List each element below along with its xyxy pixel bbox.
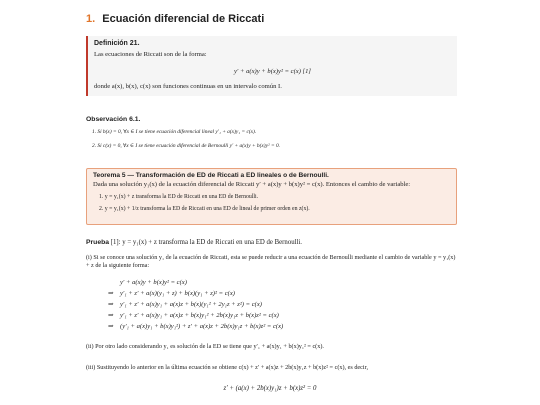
theorem-intro: Dada una solución y₁(x) de la ecuación diferencial de Riccati y′ + a(x)y + b(x)y² = c(x). Entonces el cambio de variable:	[93, 180, 411, 188]
derivation-step: ⇒ y′₁ + z′ + a(x)y₁ + a(x)z + b(x)y₁² + 2b(x)y₁z + b(x)z² = c(x)	[108, 312, 279, 319]
theorem-item-2: 2. y = y₁(x) + 1/z transforma la ED de Riccati en una ED de lineal de primer orden en z(x).	[99, 205, 310, 212]
theorem-item-1: 1. y = y₁(x) + z transforma la ED de Riccati en una ED de Bernoulli.	[99, 193, 259, 200]
implies-arrow: ⇒	[108, 290, 114, 297]
implies-arrow: ⇒	[108, 301, 114, 308]
implies-arrow: ⇒	[108, 323, 114, 330]
observation-list	[92, 129, 452, 158]
proof-heading	[86, 238, 302, 247]
definition-heading: Definición 21.	[94, 40, 140, 47]
definition-footer: donde a(x), b(x), c(x) son funciones continuas en un intervalo común I.	[94, 83, 282, 91]
derivation-step: ⇒ y′₁ + z′ + a(x)y₁ + a(x)z + b(x)(y₁² + 2y₁z + z²) = c(x)	[108, 301, 262, 308]
definition-intro: Las ecuaciones de Riccati son de la forma:	[94, 51, 207, 59]
theorem-box	[86, 168, 457, 225]
proof-heading-text: [1]: y = y₁(x) + z transforma la ED de Riccati en una ED de Bernoulli.	[110, 239, 302, 246]
proof-derivation	[108, 279, 283, 334]
implies-arrow: ⇒	[108, 312, 114, 319]
proof-paragraph-iii: (iii) Sustituyendo lo anterior en la última ecuación se obtiene c(x) + z′ + a(x)z + 2b(x)y₁z + b(x)z² = c(x), es decir,	[86, 364, 368, 371]
section-number: 1.	[86, 13, 96, 25]
derivation-step: ⇒ y′₁ + z′ + a(x)(y₁ + z) + b(x)(y₁ + z)² = c(x)	[108, 290, 235, 297]
riccati-equation: y′ + a(x)y + b(x)y² = c(x) [1]	[234, 68, 311, 76]
definition-box	[86, 36, 457, 96]
section-title	[86, 12, 264, 27]
derivation-step: y′ + a(x)y + b(x)y² = c(x)	[120, 279, 187, 286]
proof-paragraph-i: (i) Si se conoce una solución y₁ de la ecuación de Riccati, esta se puede reducir a una ecuación de Bernoulli mediante el cambio de variable y = y₁(x) + z de la siguiente forma:	[86, 254, 456, 270]
observation-item-1: 1. Si b(x) = 0, ∀x ∈ I se tiene ecuación diferencial lineal y′₁ + a(x)y₁ = c(x).	[92, 129, 257, 135]
observation-item-2: 2. Si c(x) = 0, ∀x ∈ I se tiene ecuación diferencial de Bernoulli y′ + a(x)y + b(x)y² = 0.	[92, 143, 280, 150]
derivation-step: ⇒ (y′₁ + a(x)y₁ + b(x)y₁²) + z′ + a(x)z + 2b(x)y₁z + b(x)z² = c(x)	[108, 323, 284, 330]
final-equation: z′ + (a(x) + 2b(x)y₁)z + b(x)z² = 0	[223, 385, 317, 392]
observation-heading: Observación 6.1.	[86, 116, 141, 123]
proof-label: Prueba	[86, 239, 110, 246]
proof-paragraph-ii: (ii) Por otro lado considerando y₁ es solución de la ED se tiene que y′₁ + a(x)y₁ + b(x)y₁² = c(x).	[86, 343, 324, 350]
section-title-text: Ecuación diferencial de Riccati	[102, 13, 265, 25]
theorem-heading: Teorema 5 — Transformación de ED de Riccati a ED lineales o de Bernoulli.	[93, 172, 329, 179]
